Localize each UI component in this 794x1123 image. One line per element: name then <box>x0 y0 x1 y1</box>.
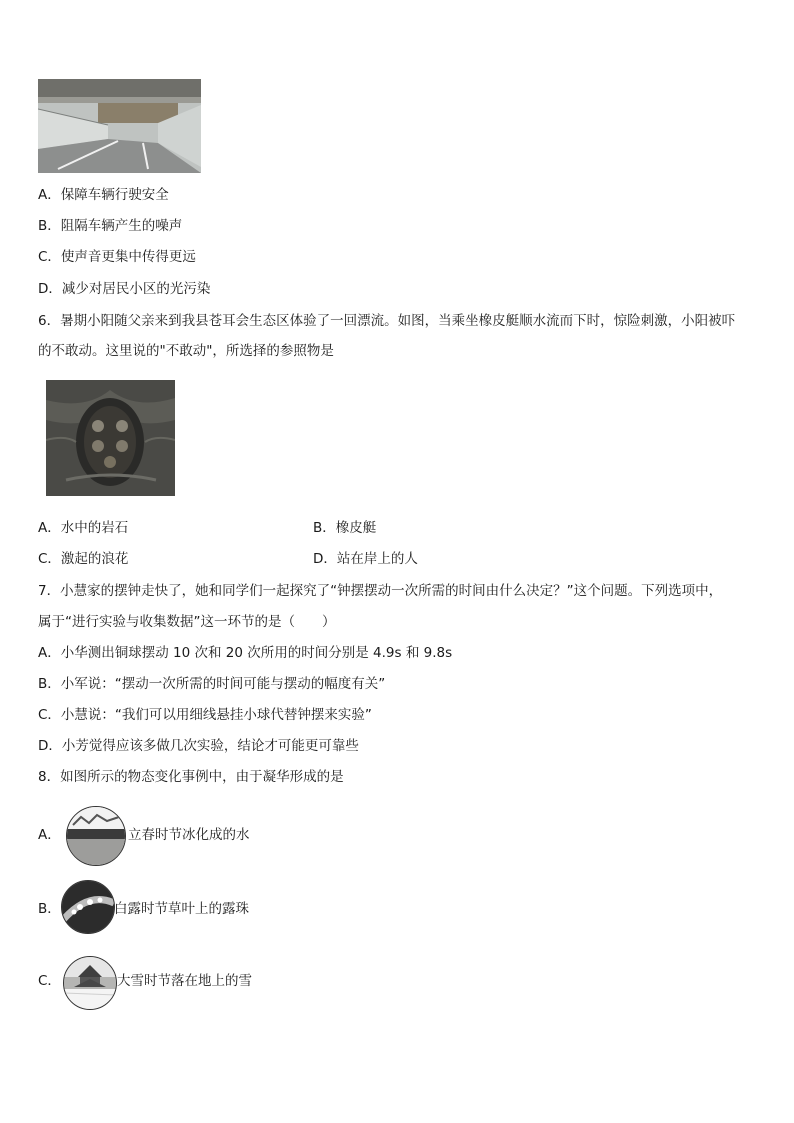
q7-option-a: A．小华测出铜球摆动 10 次和 20 次所用的时间分别是 4.9s 和 9.8s <box>38 645 453 661</box>
q8-option-b-letter: B． <box>38 901 61 917</box>
q6-option-d: D．站在岸上的人 <box>313 551 418 567</box>
q5-option-d: D．减少对居民小区的光污染 <box>38 281 211 297</box>
q6-stem-line2: 的不敢动。这里说的"不敢动"，所选择的参照物是 <box>38 343 334 359</box>
q5-option-c: C．使声音更集中传得更远 <box>38 249 196 265</box>
q7-stem-line2: 属于“进行实验与收集数据”这一环节的是（ ） <box>38 614 336 630</box>
q7-option-d: D．小芳觉得应该多做几次实验，结论才可能更可靠些 <box>38 738 359 754</box>
q6-option-b: B．橡皮艇 <box>313 520 377 536</box>
q8-option-c-letter: C． <box>38 973 61 989</box>
dew-on-grass-photo <box>61 880 115 934</box>
q8-option-a-letter: A． <box>38 827 61 843</box>
q8-option-b-caption: 白露时节草叶上的露珠 <box>114 901 249 917</box>
rafting-boat-photo <box>46 380 175 496</box>
highway-barrier-photo <box>38 79 201 173</box>
ice-melting-photo <box>66 806 126 866</box>
q5-option-a: A．保障车辆行驶安全 <box>38 187 169 203</box>
snow-on-ground-photo <box>63 956 117 1010</box>
q6-option-c: C．激起的浪花 <box>38 551 129 567</box>
q7-option-b: B．小军说：“摆动一次所需的时间可能与摆动的幅度有关” <box>38 676 386 692</box>
q7-stem-line1: 7．小慧家的摆钟走快了，她和同学们一起探究了“钟摆摆动一次所需的时间由什么决定？”这个问题。下列选项中， <box>38 583 723 599</box>
q6-stem-line1: 6．暑期小阳随父亲来到我县苍耳会生态区体验了一回漂流。如图，当乘坐橡皮艇顺水流而下时，惊险刺激，小阳被吓 <box>38 313 736 329</box>
q8-stem: 8．如图所示的物态变化事例中，由于凝华形成的是 <box>38 769 344 785</box>
q8-option-a-caption: 立春时节冰化成的水 <box>128 827 250 843</box>
q5-option-b: B．阻隔车辆产生的噪声 <box>38 218 183 234</box>
q8-option-c-caption: 大雪时节落在地上的雪 <box>117 973 252 989</box>
q7-option-c: C．小慧说：“我们可以用细线悬挂小球代替钟摆来实验” <box>38 707 372 723</box>
q6-option-a: A．水中的岩石 <box>38 520 129 536</box>
